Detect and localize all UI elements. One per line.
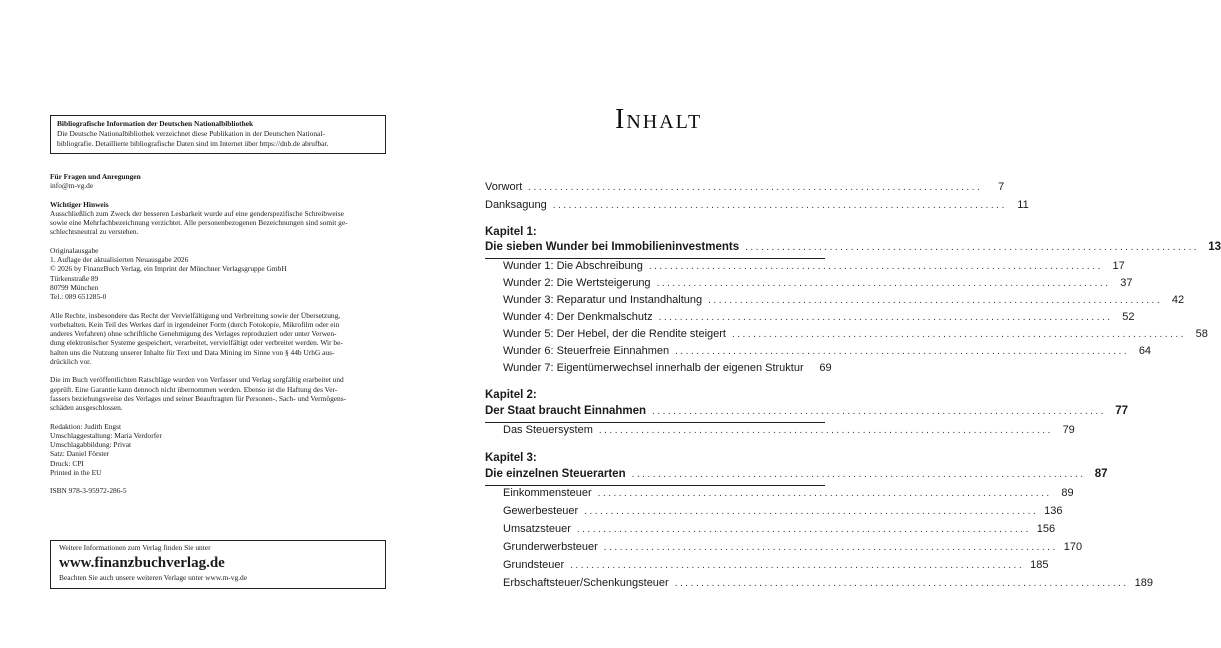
notice-line: schlechtsneutral zu verstehen.: [50, 227, 139, 237]
toc-leader: ......................................................................................: [648, 261, 1103, 272]
toc-entry-page: 11: [1017, 199, 1029, 211]
toc-leader: ......................................................................................: [631, 469, 1086, 480]
web-intro: Weitere Informationen zum Verlag finden Sie unter: [59, 543, 211, 552]
toc-entry-page: 79: [1062, 424, 1075, 436]
contact-email: info@m-vg.de: [50, 181, 94, 191]
toc-entry-title: Wunder 4: Der Denkmalschutz: [503, 311, 653, 323]
toc-chapter-entry[interactable]: [485, 241, 1221, 259]
edition-line: Türkenstraße 89: [50, 273, 99, 283]
notice-line: Ausschließlich zum Zweck der besseren Lesbarkeit wurde auf eine genderspezifische Schreibweise: [50, 208, 344, 218]
toc-entry[interactable]: [503, 523, 1056, 541]
toc-entry[interactable]: [503, 362, 832, 380]
isbn-block: [50, 486, 395, 495]
chapter-page: 77: [1115, 405, 1128, 417]
toc-leader: ......................................................................................: [656, 278, 1111, 289]
toc-entry-title: Wunder 5: Der Hebel, der die Rendite steigert: [503, 328, 726, 340]
toc-entry[interactable]: [503, 277, 1133, 295]
bib-line: bibliografie. Detaillierte bibliografische Daten sind im Internet über https://dnb.de abrufbar.: [57, 139, 329, 148]
toc-entry[interactable]: [485, 199, 1029, 217]
bib-title: Bibliografische Information der Deutschen Nationalbibliothek: [57, 119, 254, 128]
notice-block: [50, 200, 395, 237]
toc-entry-title: Wunder 1: Die Abschreibung: [503, 260, 643, 272]
rights-line: vorbehalten. Kein Teil des Werkes darf in irgendeiner Form (durch Fotokopie, Mikrofilm oder ein: [50, 319, 340, 329]
toc-entry[interactable]: [485, 181, 1005, 199]
disclaimer-block: [50, 375, 395, 412]
notice-line: sowie eine Mehrfachbezeichnung verzichtet. Alle personenbezogenen Bezeichnungen sind somit ge-: [50, 218, 348, 228]
toc-entry[interactable]: [503, 328, 1208, 346]
toc-chapter-entry[interactable]: [485, 405, 1128, 423]
toc-leader: ......................................................................................: [652, 406, 1106, 417]
toc-entry[interactable]: [503, 505, 1063, 523]
disclaimer-line: fassers beziehungsweise des Verlages und seiner Beauftragten für Personen-, Sach- und Vermögens-: [50, 393, 347, 403]
toc-entry-title: Erbschaftsteuer/Schenkungsteuer: [503, 577, 669, 589]
toc-entry-title: Wunder 3: Reparatur und Instandhaltung: [503, 294, 703, 306]
edition-line: 1. Auflage der aktualisierten Neuausgabe 2026: [50, 255, 189, 265]
toc-leader: ......................................................................................: [584, 506, 1039, 517]
credits-block: [50, 422, 395, 478]
chapter-divider: [485, 258, 825, 259]
chapter-title: Der Staat braucht Einnahmen: [485, 405, 647, 417]
credit-line: Umschlagabbildung: Privat: [50, 440, 132, 450]
rights-line: drücklich vor.: [50, 357, 92, 367]
toc-entry-title: Gewerbesteuer: [503, 505, 579, 517]
bib-line: Die Deutsche Nationalbibliothek verzeichnet diese Publikation in der Deutschen National-: [57, 129, 325, 138]
toc-entry-page: 189: [1134, 577, 1154, 589]
chapter-label: Kapitel 3:: [485, 452, 537, 464]
toc-leader: ......................................................................................: [570, 560, 1025, 571]
toc-leader: ......................................................................................: [598, 425, 1053, 436]
toc-entry-title: Wunder 2: Die Wertsteigerung: [503, 277, 651, 289]
disclaimer-line: geprüft. Eine Garantie kann dennoch nicht übernommen werden. Ebenso ist die Haftung des Ver-: [50, 384, 338, 394]
toc-entry-page: 17: [1112, 260, 1125, 272]
toc-leader: ......................................................................................: [675, 346, 1130, 357]
edition-line: Originalausgabe: [50, 245, 99, 255]
toc-leader: ......................................................................................: [528, 182, 983, 193]
chapter-divider: [485, 422, 825, 423]
toc-entry-title: Grunderwerbsteuer: [503, 541, 598, 553]
disclaimer-line: Die im Buch veröffentlichten Ratschläge wurden von Verfasser und Verlag sorgfältig erarbeitet und: [50, 375, 344, 385]
chapter-label: Kapitel 1:: [485, 226, 537, 238]
rights-line: anderes Verfahren) ohne schriftliche Genehmigung des Verlages reproduziert oder unter Verwen-: [50, 329, 337, 339]
toc-entry-page: 64: [1138, 345, 1152, 357]
toc-entry-page: 89: [1061, 487, 1074, 499]
toc-entry-page: 156: [1036, 523, 1056, 535]
toc-entry-title: Danksagung: [485, 199, 547, 211]
edition-line: © 2026 by FinanzBuch Verlag, ein Imprint der Münchner Verlagsgruppe GmbH: [50, 264, 287, 274]
edition-line: 80799 München: [50, 282, 99, 292]
toc-entry-page: 136: [1044, 505, 1063, 517]
disclaimer-line: schäden ausgeschlossen.: [50, 403, 123, 413]
credit-line: Satz: Daniel Förster: [50, 449, 110, 459]
chapter-divider: [485, 485, 825, 486]
toc-entry-page: 69: [819, 362, 832, 374]
toc-leader: ......................................................................................: [603, 542, 1058, 553]
toc-leader: ......................................................................................: [597, 488, 1052, 499]
toc-entry[interactable]: [503, 345, 1152, 363]
toc-leader: ......................................................................................: [576, 524, 1031, 535]
contact-heading: Für Fragen und Anregungen: [50, 172, 141, 181]
toc-chapter-entry[interactable]: [485, 468, 1108, 486]
toc-entry-page: 7: [998, 181, 1005, 193]
web-outro: Beachten Sie auch unsere weiteren Verlage unter www.m-vg.de: [59, 573, 247, 582]
edition-block: [50, 246, 395, 302]
toc-entry-title: Wunder 7: Eigentümerwechsel innerhalb der eigenen Struktur: [503, 362, 804, 374]
toc-entry[interactable]: [503, 577, 1154, 595]
publisher-web-box: [50, 540, 386, 589]
toc-entry-title: Das Steuersystem: [503, 424, 593, 436]
toc-entry-page: 52: [1122, 311, 1135, 323]
isbn: ISBN 978-3-95972-286-5: [50, 486, 127, 496]
rights-line: dung elektronischer Systeme gespeichert, verarbeitet, vervielfältigt oder verbreitet werden. Wir be-: [50, 338, 343, 348]
credit-line: Printed in the EU: [50, 468, 102, 478]
imprint-text: [50, 172, 395, 505]
toc-leader: ......................................................................................: [674, 578, 1129, 589]
edition-line: Tel.: 089 651285-0: [50, 292, 107, 302]
toc-entry[interactable]: [503, 311, 1135, 329]
bibliographic-info-box: [50, 115, 386, 154]
chapter-title: Die sieben Wunder bei Immobilieninvestments: [485, 241, 740, 253]
contact-block: [50, 172, 395, 191]
toc-entry-title: Umsatzsteuer: [503, 523, 571, 535]
rights-line: halten uns die Nutzung unserer Inhalte für Text und Data Mining im Sinne von § 44b UrhG aus-: [50, 347, 335, 357]
credit-line: Umschlaggestaltung: Maria Verdorfer: [50, 430, 162, 440]
toc-entry[interactable]: [503, 294, 1185, 312]
chapter-label: Kapitel 2:: [485, 389, 537, 401]
toc-leader: ......................................................................................: [708, 295, 1163, 306]
toc-entry[interactable]: [503, 487, 1074, 505]
toc-entry-page: 42: [1171, 294, 1185, 306]
toc-entry[interactable]: [503, 559, 1049, 577]
publisher-url[interactable]: www.finanzbuchverlag.de: [59, 555, 225, 571]
toc-entry-title: Wunder 6: Steuerfreie Einnahmen: [503, 345, 670, 357]
toc-leader: ......................................................................................: [745, 242, 1200, 253]
notice-heading: Wichtiger Hinweis: [50, 199, 109, 209]
toc-entry[interactable]: [503, 424, 1075, 442]
toc-entry-page: 37: [1120, 277, 1133, 289]
toc-entry[interactable]: [503, 260, 1125, 278]
credit-line: Redaktion: Judith Engst: [50, 421, 122, 431]
toc-heading: Inhalt: [615, 104, 703, 135]
toc-entry-title: Einkommensteuer: [503, 487, 592, 499]
toc-entry-title: Vorwort: [485, 181, 523, 193]
rights-block: [50, 311, 395, 367]
toc-entry-page: 170: [1063, 541, 1083, 553]
toc-entry-page: 185: [1030, 559, 1049, 571]
toc-leader: ......................................................................................: [552, 200, 1007, 211]
rights-line: Alle Rechte, insbesondere das Recht der Vervielfältigung und Verbreitung sowie der Übersetzung,: [50, 310, 341, 320]
toc-entry-page: 58: [1195, 328, 1208, 340]
toc-leader: ......................................................................................: [658, 312, 1113, 323]
chapter-title: Die einzelnen Steuerarten: [485, 468, 626, 480]
chapter-page: 87: [1094, 468, 1108, 480]
toc-entry[interactable]: [503, 541, 1083, 559]
toc-leader: ......................................................................................: [731, 329, 1186, 340]
credit-line: Druck: CPI: [50, 458, 84, 468]
chapter-page: 13: [1208, 241, 1221, 253]
toc-entry-title: Grundsteuer: [503, 559, 565, 571]
